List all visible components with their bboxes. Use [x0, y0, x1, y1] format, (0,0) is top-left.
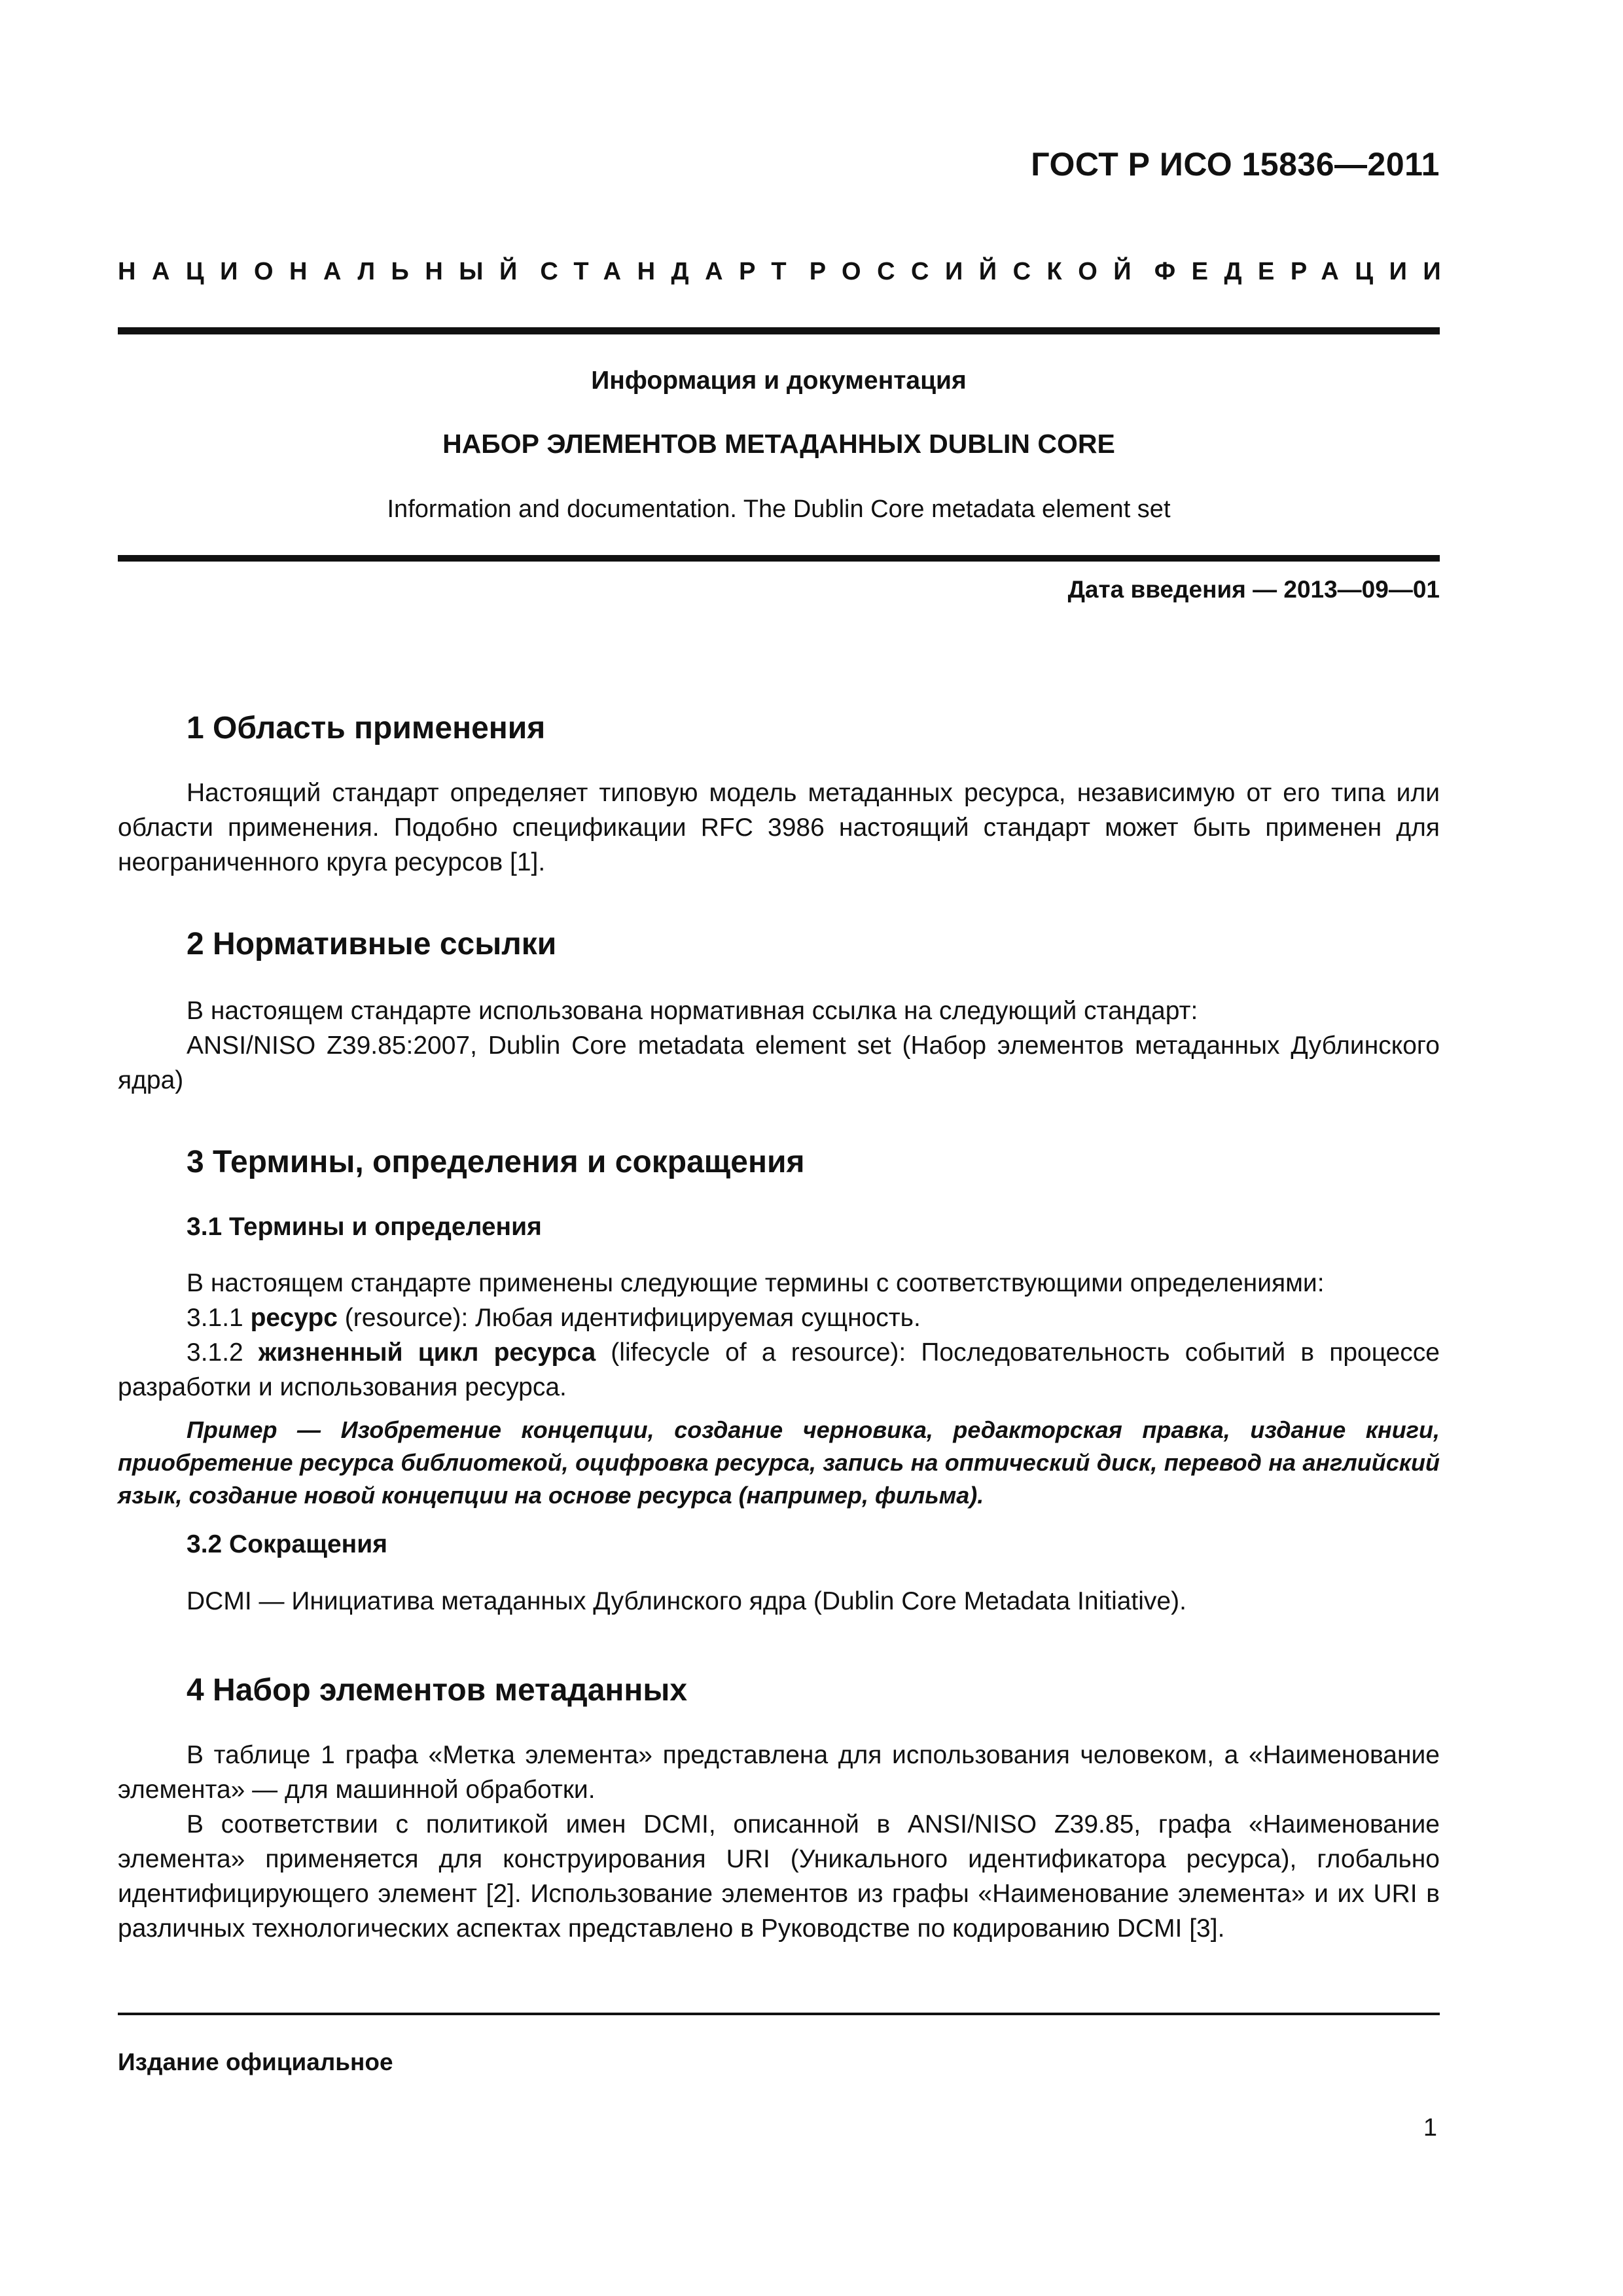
- terms-intro: В настоящем стандарте применены следующие термины с соответствующими определениями:: [187, 1269, 1325, 1297]
- term-2-definition: (lifecycle of a resource): Последовательность событий в процессе разработки и использования ресурса.: [118, 1338, 1440, 1401]
- document-title: НАБОР ЭЛЕМЕНТОВ МЕТАДАННЫХ DUBLIN CORE: [442, 429, 1115, 459]
- intro-date: Дата введения — 2013—09—01: [1067, 576, 1440, 603]
- term-1-number: 3.1.1: [187, 1304, 251, 1332]
- banner-word: НАЦИОНАЛЬНЫЙ: [118, 258, 533, 285]
- subsection-3-2-heading: 3.2 Сокращения: [187, 1530, 387, 1558]
- english-title: Information and documentation. The Dublin Core metadata element set: [387, 495, 1171, 523]
- section-1-paragraph: Настоящий стандарт определяет типовую модель метаданных ресурса, независимую от его типа или области применения. Подобно спецификации RFC 3986 настоящий стандарт может быть применен для неограниченного круга ресурсов [1].: [118, 779, 1440, 876]
- section-4-paragraph-2: В соответствии с политикой имен DCMI, описанной в ANSI/NISO Z39.85, графа «Наименование элемента» применяется для конструирования URI (Уникального идентификатора ресурса), глобально идентифицирующего элемент [2]. Использование элементов из графы «Наименование элемента» и их URI в различных технологических аспектах представлено в Руководстве по кодированию DCMI [3].: [118, 1810, 1440, 1943]
- example-note: Пример — Изобретение концепции, создание черновика, редакторская правка, издание книги, приобретение ресурса библиотекой, оцифровка ресурса, запись на оптический диск, перевод на английский язык, создание новой концепции на основе ресурса (например, фильма).: [118, 1416, 1440, 1509]
- banner-word: СТАНДАРТ: [540, 258, 803, 285]
- section-2-paragraph-2: ANSI/NISO Z39.85:2007, Dublin Core metadata element set (Набор элементов метаданных Дублинского ядра): [118, 1031, 1440, 1094]
- title-rule: [118, 555, 1440, 562]
- header-rule: [118, 327, 1440, 334]
- term-2: [118, 1335, 1440, 1405]
- term-1-definition: (resource): Любая идентифицируемая сущность.: [337, 1304, 921, 1332]
- banner-word: ФЕДЕРАЦИИ: [1154, 258, 1457, 285]
- section-1-heading: 1 Область применения: [187, 711, 546, 745]
- banner-word: РОССИЙСКОЙ: [809, 258, 1148, 285]
- section-3-heading: 3 Термины, определения и сокращения: [187, 1145, 805, 1179]
- section-2-paragraph-1: В настоящем стандарте использована нормативная ссылка на следующий стандарт:: [187, 997, 1198, 1025]
- subsection-3-1-heading: 3.1 Термины и определения: [187, 1213, 542, 1241]
- section-2-heading: 2 Нормативные ссылки: [187, 927, 557, 961]
- subject-title: Информация и документация: [591, 367, 967, 395]
- page-number: 1: [1423, 2114, 1437, 2142]
- term-1: [118, 1300, 1440, 1335]
- term-2-term: жизненный цикл ресурса: [258, 1338, 596, 1367]
- section-4-paragraph-1: В таблице 1 графа «Метка элемента» представлена для использования человеком, а «Наименование элемента» — для машинной обработки.: [118, 1741, 1440, 1804]
- footer-rule: [118, 2013, 1440, 2015]
- standard-number: ГОСТ Р ИСО 15836—2011: [1031, 146, 1440, 183]
- term-2-number: 3.1.2: [187, 1338, 259, 1367]
- abbreviation-dcmi: DCMI — Инициатива метаданных Дублинского ядра (Dublin Core Metadata Initiative).: [187, 1587, 1186, 1615]
- national-standard-banner: [118, 258, 1457, 286]
- term-1-term: ресурс: [250, 1304, 338, 1332]
- section-4-heading: 4 Набор элементов метаданных: [187, 1673, 688, 1708]
- edition-label: Издание официальное: [118, 2049, 393, 2075]
